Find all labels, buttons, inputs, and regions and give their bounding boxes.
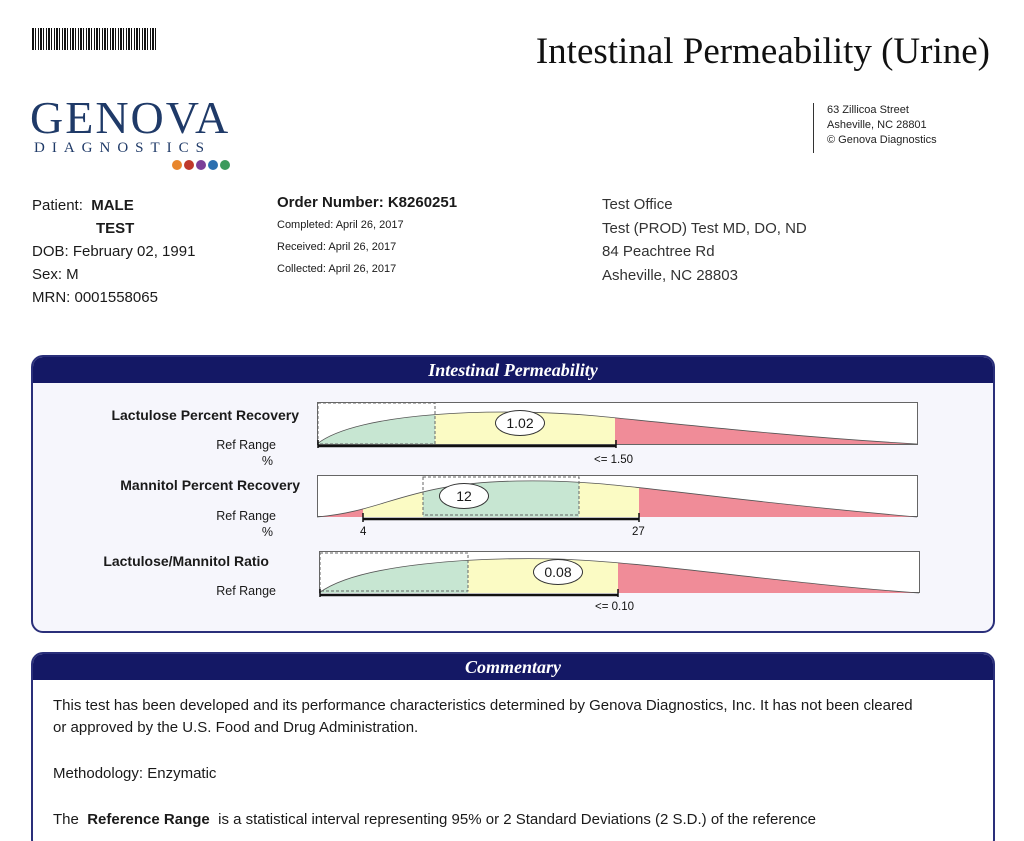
- office-name: Test Office: [602, 196, 673, 213]
- logo-dot: [220, 160, 230, 170]
- genova-logo: [30, 92, 260, 176]
- commentary-paragraph: This test has been developed and its performance characteristics determined by Genova Diagnostics, Inc. It has not been cleared or approved by the U.S. Food and Drug Administration.: [53, 697, 913, 736]
- lactulose-distribution-chart: [317, 402, 919, 449]
- logo-dot: [208, 160, 218, 170]
- order-received: Received: April 26, 2017: [277, 241, 397, 253]
- ratio-distribution-chart: [319, 551, 921, 598]
- logo-subtitle: DIAGNOSTICS: [34, 140, 212, 156]
- test-name-ratio: Lactulose/Mannitol Ratio: [103, 553, 269, 569]
- commentary-panel-title: Commentary: [33, 654, 993, 680]
- patient-info: [32, 194, 195, 309]
- ref-range-label: Ref Range: [216, 438, 276, 452]
- ref-high-label: <= 1.50: [594, 454, 634, 466]
- test-name-lactulose: Lactulose Percent Recovery: [111, 407, 299, 423]
- unit-label: %: [261, 525, 273, 539]
- ref-range-label: Ref Range: [216, 584, 276, 598]
- logo-dot: [184, 160, 194, 170]
- mannitol-distribution-chart: [317, 475, 919, 523]
- ref-range-label: Ref Range: [216, 509, 276, 523]
- logo-dots: [172, 160, 230, 170]
- patient-dob: DOB: February 02, 1991: [32, 243, 196, 260]
- result-value-ratio: 0.08: [533, 559, 583, 585]
- logo-dot: [196, 160, 206, 170]
- company-address: 63 Zillicoa Street Asheville, NC 28801 © Genova Diagnostics: [813, 103, 937, 153]
- ref-low-label: 4: [360, 526, 367, 538]
- commentary-panel: [31, 652, 995, 841]
- result-value-lactulose: 1.02: [495, 410, 545, 436]
- office-city: Asheville, NC 28803: [602, 266, 738, 284]
- ref-high-label: 27: [632, 526, 645, 538]
- order-info: [277, 194, 457, 280]
- reference-range-term: Reference Range: [87, 811, 210, 828]
- patient-last-name: TEST: [96, 220, 135, 237]
- office-info: [602, 193, 807, 287]
- logo-dot: [172, 160, 182, 170]
- order-number: Order Number: K8260251: [277, 194, 458, 211]
- permeability-panel-title: Intestinal Permeability: [33, 357, 993, 383]
- reference-range-text: The Reference Range is a statistical interval representing 95% or 2 Standard Deviations (2 S.D.) of the reference: [53, 811, 816, 828]
- test-name-mannitol: Mannitol Percent Recovery: [120, 477, 300, 493]
- patient-sex: Sex: M: [32, 266, 79, 283]
- patient-label: Patient:: [32, 197, 83, 214]
- patient-first-name: MALE: [91, 197, 134, 214]
- permeability-panel: [31, 355, 995, 633]
- report-title: Intestinal Permeability (Urine): [535, 31, 990, 72]
- office-street: 84 Peachtree Rd: [602, 243, 715, 260]
- order-collected: Collected: April 26, 2017: [277, 263, 397, 275]
- barcode: [32, 28, 156, 50]
- patient-mrn: MRN: 0001558065: [32, 289, 158, 306]
- ref-high-label: <= 0.10: [595, 601, 635, 613]
- methodology-text: Methodology: Enzymatic: [53, 765, 217, 782]
- office-provider: Test (PROD) Test MD, DO, ND: [602, 219, 807, 237]
- result-value-mannitol: 12: [439, 483, 489, 509]
- order-completed: Completed: April 26, 2017: [277, 219, 404, 231]
- unit-label: %: [261, 454, 273, 468]
- logo-wordmark: GENOVA: [30, 92, 231, 143]
